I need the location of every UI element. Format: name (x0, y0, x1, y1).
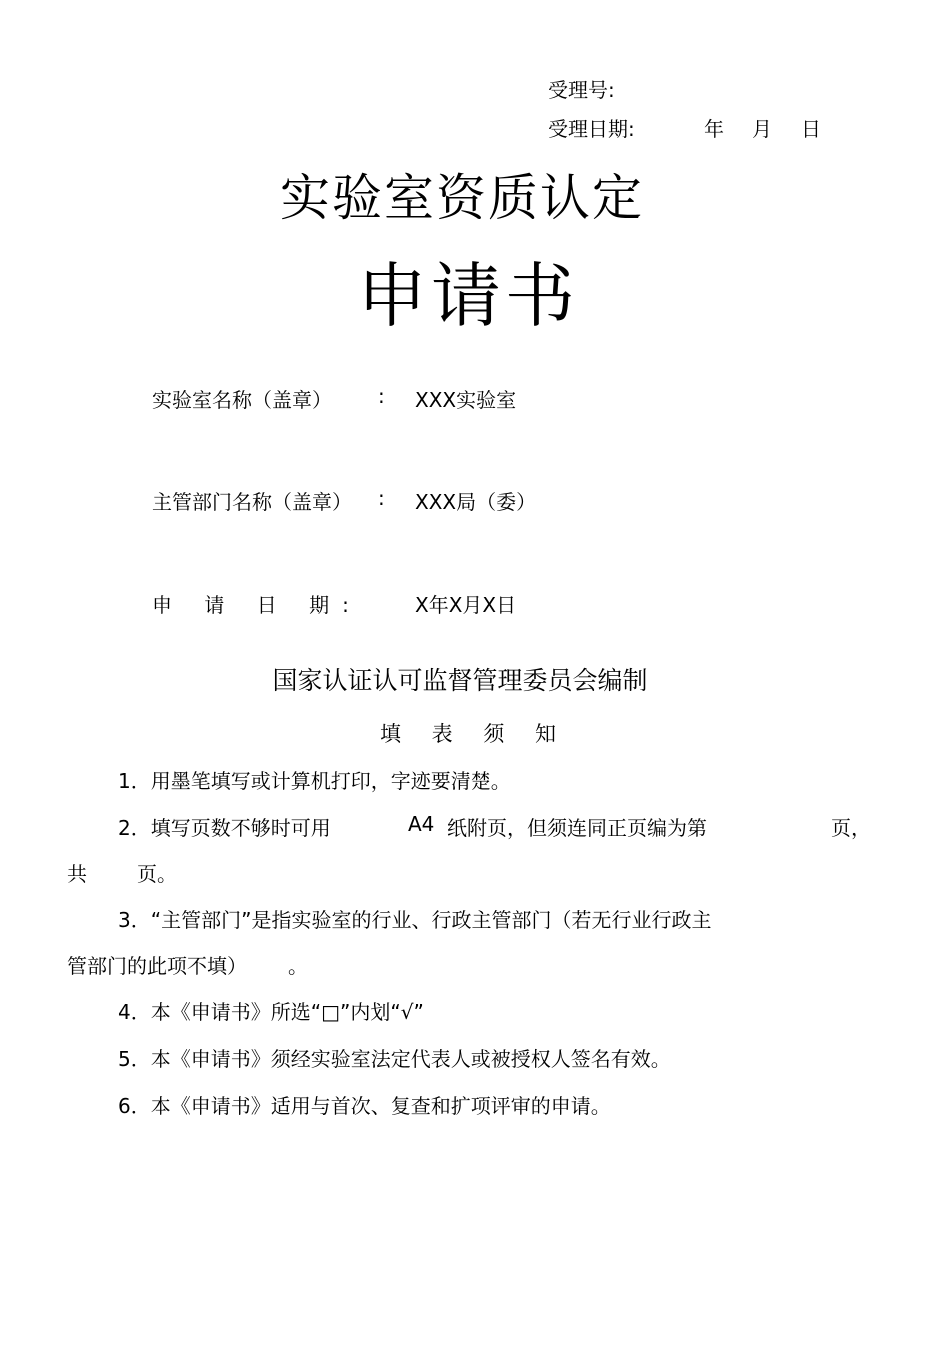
notice-item-2-page: 页， (831, 816, 871, 840)
notice-heading: 填 表 须 知 (379, 722, 569, 746)
department-name-label: 主管部门名称（盖章） (152, 490, 352, 514)
notice-item-1: 1．用墨笔填写或计算机打印，字迹要清楚。 (118, 769, 511, 793)
acceptance-number-label: 受理号: (548, 78, 615, 102)
notice-item-2-total-page: 页。 (137, 862, 177, 886)
notice-item-2-total: 共 (67, 862, 87, 886)
notice-item-2-part1: 2．填写页数不够时可用 (118, 816, 331, 840)
compiler-line: 国家认证认可监督管理委员会编制 (272, 666, 648, 695)
acceptance-year-label: 年 (704, 117, 724, 141)
document-title: 实验室资质认定 (280, 169, 644, 227)
lab-name-colon: : (378, 384, 385, 408)
notice-item-3-period: 。 (288, 954, 308, 978)
notice-item-4: 4．本《申请书》所选“□”内划“√” (118, 1000, 424, 1024)
acceptance-month-label: 月 (752, 117, 772, 141)
application-date-label: 申 请 日 期: (152, 593, 362, 617)
acceptance-date-label: 受理日期: (548, 117, 635, 141)
notice-item-2-a4: A4 (408, 812, 435, 836)
notice-item-5: 5．本《申请书》须经实验室法定代表人或被授权人签名有效。 (118, 1047, 671, 1071)
acceptance-day-label: 日 (801, 117, 821, 141)
notice-item-3-line1: 3．“主管部门”是指实验室的行业、行政主管部门（若无行业行政主 (118, 908, 712, 932)
department-name-value: XXX局（委） (415, 490, 537, 514)
notice-item-6: 6．本《申请书》适用与首次、复查和扩项评审的申请。 (118, 1094, 611, 1118)
department-name-colon: : (378, 486, 385, 510)
lab-name-value: XXX实验室 (415, 388, 517, 412)
lab-name-label: 实验室名称（盖章） (152, 388, 332, 412)
notice-item-3-line2: 管部门的此项不填） (67, 954, 247, 978)
notice-item-2-part2: 纸附页，但须连同正页编为第 (447, 816, 707, 840)
application-date-value: X年X月X日 (415, 593, 517, 617)
document-subtitle: 申请书 (357, 255, 579, 337)
